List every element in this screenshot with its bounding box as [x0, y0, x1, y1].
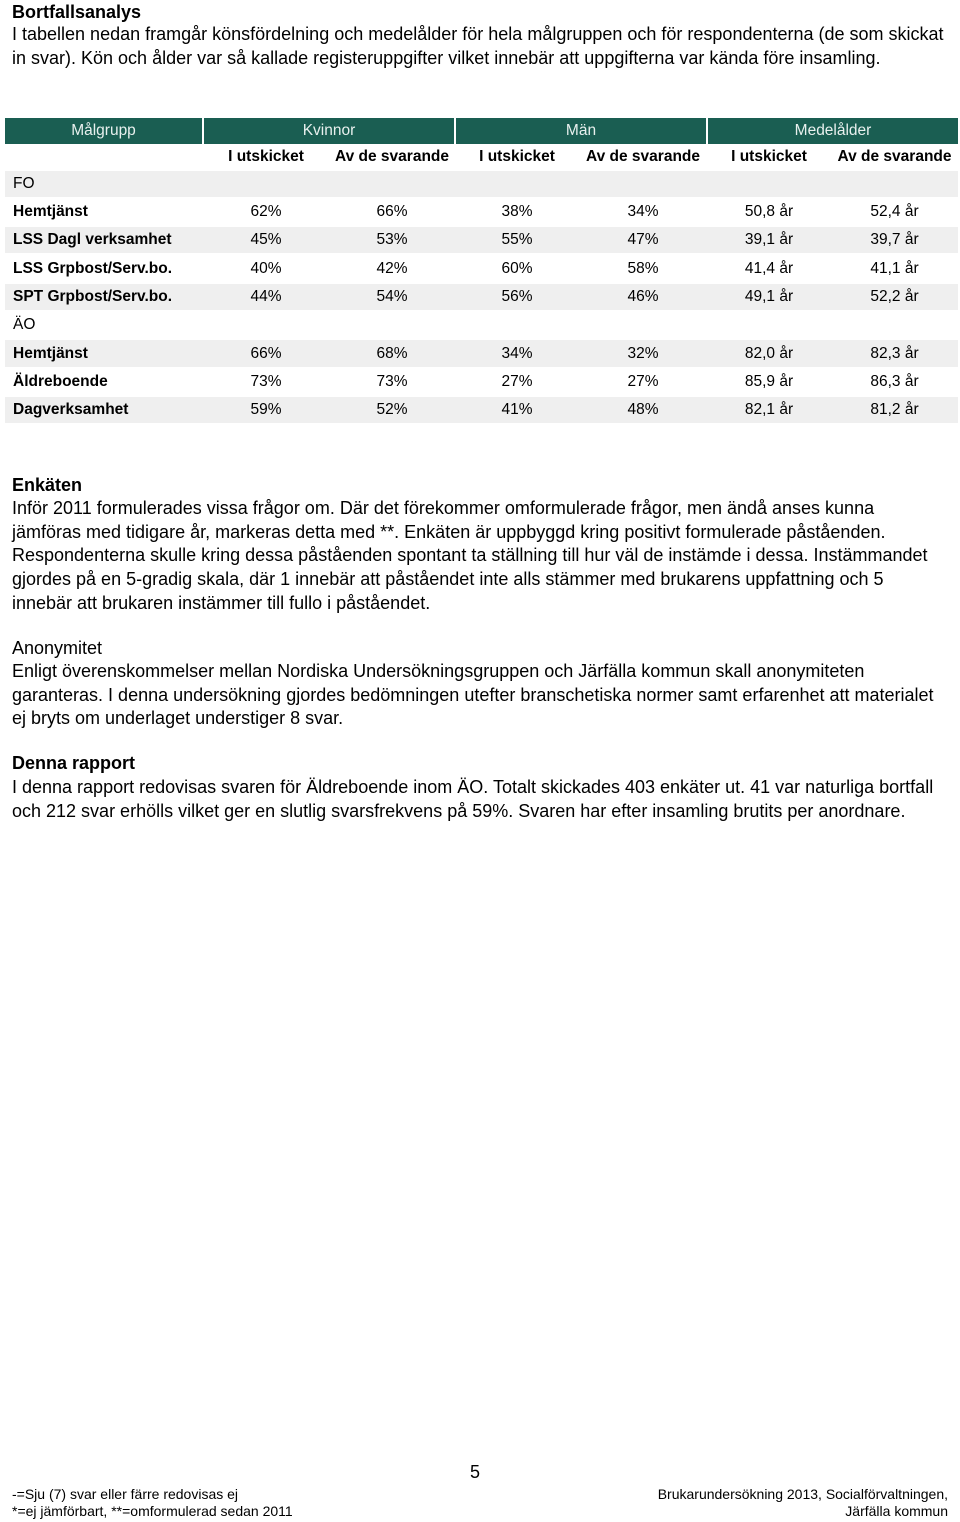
- table-cell: 34%: [579, 198, 707, 226]
- table-cell: 73%: [329, 368, 455, 396]
- table-cell: 56%: [455, 283, 579, 311]
- header-malgrupp: Målgrupp: [5, 118, 203, 144]
- row-label: ÄO: [5, 311, 203, 339]
- section-title-anonymitet: Anonymitet: [12, 638, 103, 658]
- table-cell: 27%: [579, 368, 707, 396]
- table-row: [5, 283, 958, 311]
- row-label: FO: [5, 171, 203, 198]
- subheader-cell: Av de svarande: [334, 148, 449, 166]
- table-cell: [707, 171, 831, 198]
- row-label: Hemtjänst: [5, 198, 203, 226]
- table-cell: 46%: [579, 283, 707, 311]
- table-cell: 85,9 år: [707, 368, 831, 396]
- table-row: [5, 254, 958, 282]
- row-label: Äldreboende: [5, 368, 203, 396]
- table-cell: [579, 171, 707, 198]
- row-label: SPT Grpbost/Serv.bo.: [5, 283, 203, 311]
- table-cell: 82,3 år: [831, 339, 958, 367]
- table-cell: 45%: [203, 226, 329, 254]
- table-cell: 41,1 år: [831, 254, 958, 282]
- subheader-cell: [5, 144, 203, 170]
- table-cell: 52,2 år: [831, 283, 958, 311]
- table-cell: 55%: [455, 226, 579, 254]
- footer-source-line: Brukarundersökning 2013, Socialförvaltningen,: [657, 1486, 948, 1502]
- table-row: [5, 396, 958, 423]
- table-cell: 73%: [203, 368, 329, 396]
- row-label: Hemtjänst: [5, 339, 203, 367]
- table-cell: 52,4 år: [831, 198, 958, 226]
- subheader-cell: Av de svarande: [585, 148, 700, 166]
- table-group-header-row: [5, 118, 958, 144]
- table-cell: 27%: [455, 368, 579, 396]
- subheader-cell: I utskicket: [228, 148, 304, 166]
- bortfall-paragraph: I tabellen nedan framgår könsfördelning och medelålder för hela målgruppen och för respondenterna (de som skickat in svar). Kön och ålder var så kallade registeruppgifter vilket innebär att uppgifterna var kända före insamling.: [12, 24, 944, 68]
- footer-source-line: Järfälla kommun: [845, 1503, 948, 1519]
- table-cell: 58%: [579, 254, 707, 282]
- table-cell: 66%: [329, 198, 455, 226]
- rapport-paragraph: I denna rapport redovisas svaren för Äldreboende inom ÄO. Totalt skickades 403 enkäter ut. 41 var naturliga bortfall och 212 svar erhölls vilket ger en slutlig svarsfrekvens på 59%. Svaren har efter insamling brutits per anordnare.: [12, 777, 934, 821]
- table-cell: 42%: [329, 254, 455, 282]
- table-cell: [831, 311, 958, 339]
- page-number: 5: [470, 1462, 481, 1482]
- table-cell: 39,7 år: [831, 226, 958, 254]
- table-cell: 82,0 år: [707, 339, 831, 367]
- table-cell: 34%: [455, 339, 579, 367]
- table-cell: [203, 311, 329, 339]
- subheader-cell: I utskicket: [479, 148, 555, 166]
- table-cell: [831, 171, 958, 198]
- table-cell: 48%: [579, 396, 707, 423]
- table-cell: 39,1 år: [707, 226, 831, 254]
- footer-source: [658, 1486, 948, 1520]
- anonymitet-paragraph: Enligt överenskommelser mellan Nordiska Undersökningsgruppen och Järfälla kommun skall anonymiteten garanteras. I denna undersökning gjordes bedömningen utefter branschetiska normer samt erfarenhet att materialet ej bryts om underlaget understiger 8 svar.: [12, 661, 934, 729]
- table-cell: [329, 171, 455, 198]
- section-title-bortfallsanalys: Bortfallsanalys: [12, 2, 142, 22]
- table-cell: [203, 171, 329, 198]
- table-cell: 66%: [203, 339, 329, 367]
- table-cell: 59%: [203, 396, 329, 423]
- table-subheader-row: [5, 144, 958, 170]
- row-label: Dagverksamhet: [5, 396, 203, 423]
- table-cell: 52%: [329, 396, 455, 423]
- subheader-cell: I utskicket: [731, 148, 807, 166]
- table-cell: 41%: [455, 396, 579, 423]
- table-cell: 53%: [329, 226, 455, 254]
- table-row: [5, 198, 958, 226]
- table-row: [5, 339, 958, 367]
- table-row: [5, 368, 958, 396]
- table-cell: 54%: [329, 283, 455, 311]
- table-cell: 41,4 år: [707, 254, 831, 282]
- table-cell: [707, 311, 831, 339]
- table-cell: 44%: [203, 283, 329, 311]
- header-kvinnor: Kvinnor: [203, 118, 455, 144]
- bortfall-table: [5, 118, 958, 423]
- table-row: [5, 226, 958, 254]
- footer-legend-line: *=ej jämförbart, **=omformulerad sedan 2011: [12, 1503, 293, 1519]
- table-group-row-ao: [5, 311, 958, 339]
- table-cell: 82,1 år: [707, 396, 831, 423]
- table-cell: 86,3 år: [831, 368, 958, 396]
- table-cell: 32%: [579, 339, 707, 367]
- header-man: Män: [455, 118, 707, 144]
- section-title-denna-rapport: Denna rapport: [12, 753, 136, 773]
- footer-legend: [12, 1486, 293, 1520]
- enkaten-paragraph: Inför 2011 formulerades vissa frågor om. Där det förekommer omformulerade frågor, men ändå anses kunna jämföras med tidigare år, markeras detta med **. Enkäten är uppbyggd kring positivt formulerade påståenden. Respondenterna skulle kring dessa påståenden spontant ta ställning till hur väl de instämde i dessa. Instämmandet gjordes på en 5-gradig skala, där 1 innebär att påståendet inte alls stämmer med brukarens uppfattning och 5 innebär att brukaren instämmer till fullo i påståendet.: [12, 498, 928, 613]
- table-cell: 68%: [329, 339, 455, 367]
- table-cell: 60%: [455, 254, 579, 282]
- table-cell: 47%: [579, 226, 707, 254]
- footer-legend-line: -=Sju (7) svar eller färre redovisas ej: [12, 1486, 239, 1502]
- row-label: LSS Grpbost/Serv.bo.: [5, 254, 203, 282]
- section-title-enkaten: Enkäten: [12, 475, 83, 495]
- table-cell: [329, 311, 455, 339]
- table-cell: 62%: [203, 198, 329, 226]
- table-cell: 81,2 år: [831, 396, 958, 423]
- table-cell: 49,1 år: [707, 283, 831, 311]
- row-label: LSS Dagl verksamhet: [5, 226, 203, 254]
- table-cell: [455, 311, 579, 339]
- table-cell: 50,8 år: [707, 198, 831, 226]
- header-medelalder: Medelålder: [707, 118, 958, 144]
- table-cell: 38%: [455, 198, 579, 226]
- table-cell: [455, 171, 579, 198]
- table-group-row-fo: [5, 171, 958, 198]
- table-cell: [579, 311, 707, 339]
- subheader-cell: Av de svarande: [837, 148, 952, 166]
- table-cell: 40%: [203, 254, 329, 282]
